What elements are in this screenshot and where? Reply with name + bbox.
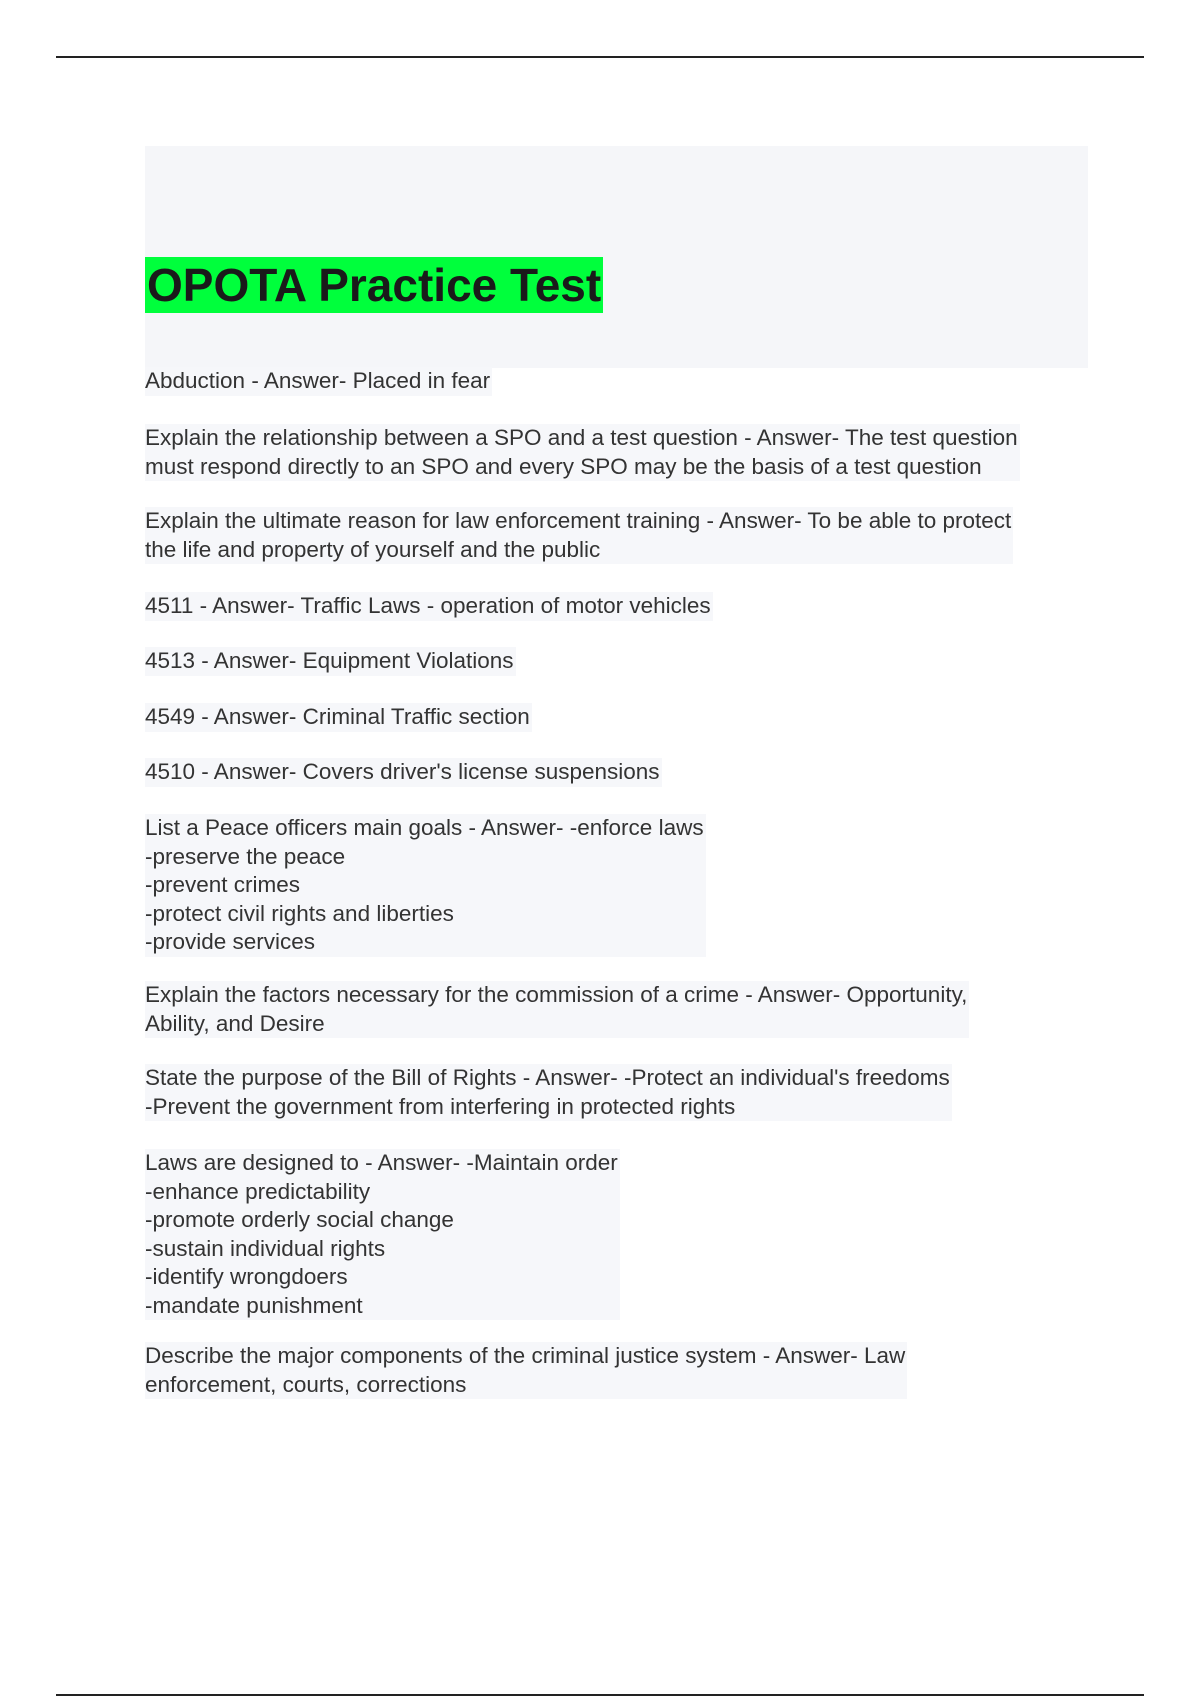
qa-item-laws-designed	[145, 1149, 620, 1320]
qa-line: List a Peace officers main goals - Answer- -enforce laws	[145, 815, 704, 840]
qa-item-4549	[145, 703, 532, 732]
qa-line: Describe the major components of the criminal justice system - Answer- Law	[145, 1343, 906, 1368]
qa-item-crime-factors	[145, 981, 969, 1038]
qa-line: Ability, and Desire	[145, 1010, 325, 1036]
qa-line: must respond directly to an SPO and every SPO may be the basis of a test question	[145, 453, 982, 479]
qa-item-4513	[145, 647, 516, 676]
qa-line: Explain the ultimate reason for law enforcement training - Answer- To be able to protect	[145, 508, 1012, 533]
qa-item-bill-of-rights	[145, 1064, 952, 1121]
qa-line: -Prevent the government from interfering in protected rights	[145, 1093, 736, 1119]
qa-line: the life and property of yourself and the public	[145, 536, 601, 562]
qa-line: Explain the factors necessary for the commission of a crime - Answer- Opportunity,	[145, 982, 968, 1007]
qa-item-abduction	[145, 367, 492, 396]
qa-line: Laws are designed to - Answer- -Maintain order	[145, 1150, 618, 1175]
qa-item-4511	[145, 592, 713, 621]
page-title: OPOTA Practice Test	[147, 259, 602, 311]
qa-item-criminal-justice-components	[145, 1342, 907, 1399]
qa-line: 4513 - Answer- Equipment Violations	[145, 648, 514, 673]
top-divider	[56, 56, 1144, 58]
qa-line: State the purpose of the Bill of Rights - Answer- -Protect an individual's freedoms	[145, 1065, 950, 1090]
qa-line: 4549 - Answer- Criminal Traffic section	[145, 704, 530, 729]
qa-line: Explain the relationship between a SPO and a test question - Answer- The test question	[145, 425, 1018, 450]
qa-line: 4511 - Answer- Traffic Laws - operation of motor vehicles	[145, 593, 711, 618]
qa-line: -protect civil rights and liberties	[145, 900, 454, 926]
qa-item-spo-relationship	[145, 424, 1020, 481]
qa-line: -provide services	[145, 929, 316, 954]
qa-line: -enhance predictability	[145, 1178, 371, 1204]
qa-line: -promote orderly social change	[145, 1207, 454, 1232]
qa-item-peace-officer-goals	[145, 814, 706, 957]
qa-item-4510	[145, 758, 662, 787]
qa-line: -sustain individual rights	[145, 1235, 386, 1261]
qa-line: enforcement, courts, corrections	[145, 1371, 467, 1397]
qa-line: 4510 - Answer- Covers driver's license suspensions	[145, 759, 660, 784]
bottom-divider	[56, 1694, 1144, 1696]
qa-line: -mandate punishment	[145, 1292, 363, 1318]
qa-item-training-reason	[145, 507, 1013, 564]
qa-line: -identify wrongdoers	[145, 1264, 348, 1289]
qa-line: -prevent crimes	[145, 872, 301, 897]
qa-line: -preserve the peace	[145, 843, 346, 869]
qa-line: Abduction - Answer- Placed in fear	[145, 368, 491, 393]
